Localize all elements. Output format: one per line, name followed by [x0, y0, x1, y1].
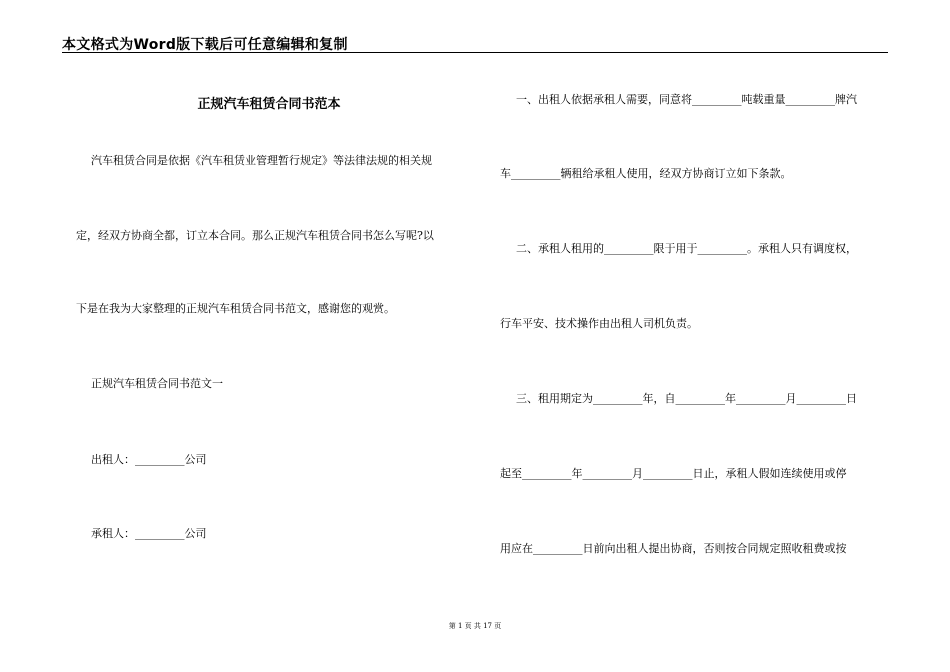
document-title: 正规汽车租赁合同书范本 [197, 97, 341, 112]
left-column-line: 汽车租赁合同是依据《汽车租赁业管理暂行规定》等法律法规的相关规 [91, 154, 432, 167]
right-column-line: 用应在_________日前向出租人提出协商，否则按合同规定照收租费或按 [500, 542, 847, 555]
right-column-line: 二、承租人租用的_________限于用于_________。承租人只有调度权， [516, 242, 857, 255]
lessee-line: 承租人：_________公司 [91, 527, 207, 540]
right-column-line: 行车平安、技术操作由出租人司机负责。 [500, 317, 698, 330]
right-column-line: 一、出租人依据承租人需要，同意将_________吨载重量_________牌汽 [516, 93, 857, 106]
page-number: 第 1 页 共 17 页 [448, 622, 502, 630]
right-column-line: 起至_________年_________月_________日止，承租人假如连续使用或停 [500, 467, 847, 480]
header-divider [62, 52, 888, 53]
section-heading: 正规汽车租赁合同书范文一 [91, 377, 223, 390]
left-column-line: 下是在我为大家整理的正规汽车租赁合同书范文，感谢您的观赏。 [76, 302, 395, 315]
right-column-line: 三、租用期定为_________年，自_________年_________月_________日 [516, 392, 857, 405]
document-header: 本文格式为Word版下载后可任意编辑和复制 [62, 37, 348, 53]
left-column-line: 定，经双方协商全都，订立本合同。那么正规汽车租赁合同书怎么写呢?以 [76, 229, 434, 242]
lessor-line: 出租人：_________公司 [91, 453, 207, 466]
right-column-line: 车_________辆租给承租人使用，经双方协商订立如下条款。 [500, 167, 792, 180]
